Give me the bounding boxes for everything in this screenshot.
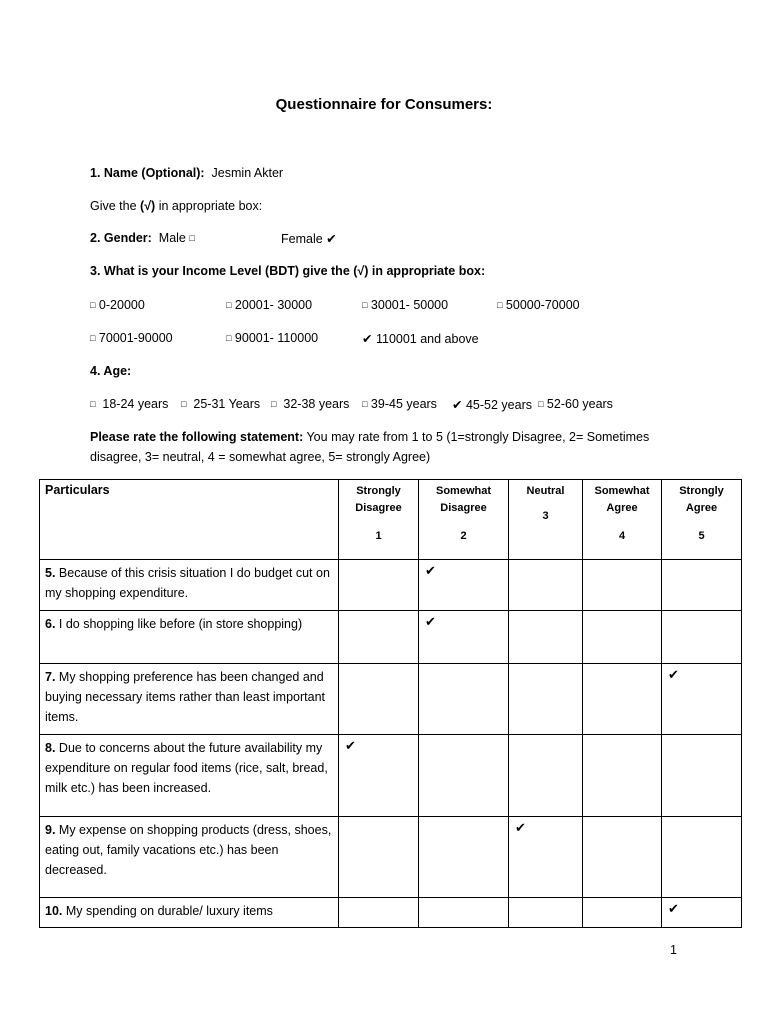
statement-cell: [40, 817, 339, 898]
header-strongly-disagree: [339, 480, 419, 560]
age-option: [452, 397, 532, 412]
age-option: [90, 397, 168, 411]
age-option-text: 52-60 years: [546, 397, 613, 411]
income-option-text: 30001- 50000: [370, 298, 449, 312]
rating-text: You may rate from 1 to 5 (1=strongly Disagree, 2= Sometimes disagree, 3= neutral, 4 = somewhat agree, 5= strongly Agree): [90, 430, 650, 464]
header-scale-number: 5: [698, 530, 705, 542]
gender-line: [90, 231, 195, 245]
statement-text: Because of this crisis situation I do budget cut on my shopping expenditure.: [45, 566, 330, 600]
age-option-text: 45-52 years: [465, 398, 532, 412]
header-line: Strongly: [356, 485, 401, 497]
income-option-text: 0-20000: [98, 298, 145, 312]
table-row: [40, 817, 742, 898]
rating-cell-2[interactable]: ✔: [419, 611, 509, 664]
rating-cell-2[interactable]: [419, 817, 509, 898]
rating-cell-3[interactable]: [509, 735, 583, 817]
income-checkbox[interactable]: □: [497, 300, 503, 310]
rating-lead: Please rate the following statement:: [90, 430, 304, 444]
header-somewhat-agree: [583, 480, 662, 560]
header-neutral: [509, 480, 583, 560]
income-checkbox[interactable]: □: [90, 300, 96, 310]
age-label: 4. Age:: [90, 364, 132, 378]
income-checkbox[interactable]: □: [362, 300, 368, 310]
statement-cell: [40, 664, 339, 735]
age-checkbox[interactable]: □: [181, 399, 187, 409]
rating-cell-2[interactable]: [419, 898, 509, 928]
statement-cell: [40, 560, 339, 611]
age-option-text: 32-38 years: [283, 397, 350, 411]
gender-female-checkbox[interactable]: ✔: [326, 232, 337, 246]
income-option: [362, 298, 448, 312]
header-strongly-agree: [662, 480, 742, 560]
rating-cell-1[interactable]: ✔: [339, 735, 419, 817]
table-row: [40, 611, 742, 664]
rating-cell-1[interactable]: [339, 611, 419, 664]
page-number: 1: [670, 943, 677, 957]
statement-number: 6.: [45, 617, 56, 631]
name-line: [90, 166, 283, 180]
gender-label: 2. Gender:: [90, 231, 152, 245]
header-scale-number: 1: [375, 530, 382, 542]
name-value: Jesmin Akter: [211, 166, 284, 180]
header-scale-number: 4: [618, 530, 626, 542]
rating-cell-1[interactable]: [339, 664, 419, 735]
statement-number: 8.: [45, 741, 56, 755]
age-option: [271, 397, 349, 411]
statement-text: I do shopping like before (in store shopping): [55, 617, 303, 631]
rating-cell-5[interactable]: ✔: [662, 898, 742, 928]
rating-cell-2[interactable]: [419, 664, 509, 735]
header-line: Agree: [606, 502, 638, 514]
rating-cell-5[interactable]: [662, 817, 742, 898]
rating-cell-5[interactable]: ✔: [662, 664, 742, 735]
income-option: [497, 298, 580, 312]
statement-cell: [40, 898, 339, 928]
age-option-text: 39-45 years: [370, 397, 437, 411]
age-option-text: 18-24 years: [102, 397, 169, 411]
header-line: Agree: [685, 502, 718, 514]
page-title: Questionnaire for Consumers:: [275, 96, 493, 113]
rating-cell-5[interactable]: [662, 611, 742, 664]
rating-cell-1[interactable]: [339, 817, 419, 898]
instruction-mark: (√): [140, 199, 156, 213]
gender-male-checkbox[interactable]: □: [189, 233, 195, 243]
header-line: Strongly: [679, 485, 724, 497]
income-label: 3. What is your Income Level (BDT) give the (√) in appropriate box:: [90, 264, 486, 278]
statement-text: Due to concerns about the future availability my expenditure on regular food items (rice, salt, bread, milk etc.) has been increased.: [45, 741, 328, 795]
income-option: [226, 298, 312, 312]
gender-male-text: Male: [158, 231, 186, 245]
instruction-pre: Give the: [90, 199, 141, 213]
age-checkbox[interactable]: □: [271, 399, 277, 409]
header-somewhat-disagree: [419, 480, 509, 560]
income-option: [90, 331, 173, 345]
rating-cell-4[interactable]: [583, 611, 662, 664]
income-option-text: 110001 and above: [375, 332, 479, 346]
rating-cell-2[interactable]: ✔: [419, 560, 509, 611]
header-scale-number: 3: [542, 510, 549, 522]
rating-cell-4[interactable]: [583, 664, 662, 735]
statement-cell: [40, 735, 339, 817]
income-option-text: 90001- 110000: [234, 331, 319, 345]
statement-text: My spending on durable/ luxury items: [62, 904, 273, 918]
statement-cell: [40, 611, 339, 664]
age-checkbox[interactable]: □: [538, 399, 544, 409]
statement-number: 10.: [45, 904, 63, 918]
statement-text: My shopping preference has been changed and buying necessary items rather than least important items.: [45, 670, 325, 724]
rating-cell-2[interactable]: [419, 735, 509, 817]
rating-cell-3[interactable]: [509, 560, 583, 611]
income-checkbox[interactable]: ✔: [362, 332, 373, 346]
rating-cell-5[interactable]: [662, 560, 742, 611]
statement-number: 5.: [45, 566, 56, 580]
rating-cell-4[interactable]: [583, 898, 662, 928]
instruction-post: in appropriate box:: [155, 199, 263, 213]
statement-text: My expense on shopping products (dress, shoes, eating out, family vacations etc.) has been decreased.: [45, 823, 332, 877]
rating-table: [39, 479, 742, 928]
name-label: 1. Name (Optional):: [90, 166, 205, 180]
table-row: [40, 735, 742, 817]
header-line: Disagree: [440, 502, 487, 514]
table-row: [40, 664, 742, 735]
gender-female-option: [281, 231, 337, 246]
rating-cell-4[interactable]: [583, 817, 662, 898]
age-option: [362, 397, 437, 411]
statement-number: 7.: [45, 670, 56, 684]
rating-cell-4[interactable]: [583, 735, 662, 817]
table-row: [40, 898, 742, 928]
rating-cell-3[interactable]: [509, 898, 583, 928]
income-checkbox[interactable]: □: [90, 333, 96, 343]
age-checkbox[interactable]: □: [362, 399, 368, 409]
rating-instructions: [90, 427, 680, 467]
age-checkbox[interactable]: ✔: [452, 398, 463, 412]
income-option: [362, 331, 479, 346]
age-option: [181, 397, 260, 411]
income-option: [226, 331, 318, 345]
instruction-line: [90, 199, 262, 213]
income-checkbox[interactable]: □: [226, 300, 232, 310]
rating-cell-3[interactable]: [509, 664, 583, 735]
rating-cell-3[interactable]: [509, 611, 583, 664]
age-option: [538, 397, 613, 411]
header-line: Neutral: [526, 485, 565, 497]
statement-number: 9.: [45, 823, 56, 837]
gender-female-text: Female: [281, 232, 323, 246]
rating-cell-3[interactable]: ✔: [509, 817, 583, 898]
income-option: [90, 298, 145, 312]
income-option-text: 50000-70000: [505, 298, 580, 312]
income-option-text: 20001- 30000: [234, 298, 313, 312]
header-scale-number: 2: [460, 530, 467, 542]
table-row: [40, 560, 742, 611]
table-header-row: [40, 480, 742, 560]
rating-cell-1[interactable]: [339, 898, 419, 928]
rating-cell-1[interactable]: [339, 560, 419, 611]
rating-cell-5[interactable]: [662, 735, 742, 817]
header-line: Somewhat: [594, 485, 650, 497]
age-checkbox[interactable]: □: [90, 399, 96, 409]
header-line: Somewhat: [435, 485, 491, 497]
header-particulars: Particulars: [40, 480, 339, 560]
income-checkbox[interactable]: □: [226, 333, 232, 343]
income-option-text: 70001-90000: [98, 331, 173, 345]
rating-cell-4[interactable]: [583, 560, 662, 611]
age-option-text: 25-31 Years: [193, 397, 261, 411]
header-line: Disagree: [355, 502, 402, 514]
